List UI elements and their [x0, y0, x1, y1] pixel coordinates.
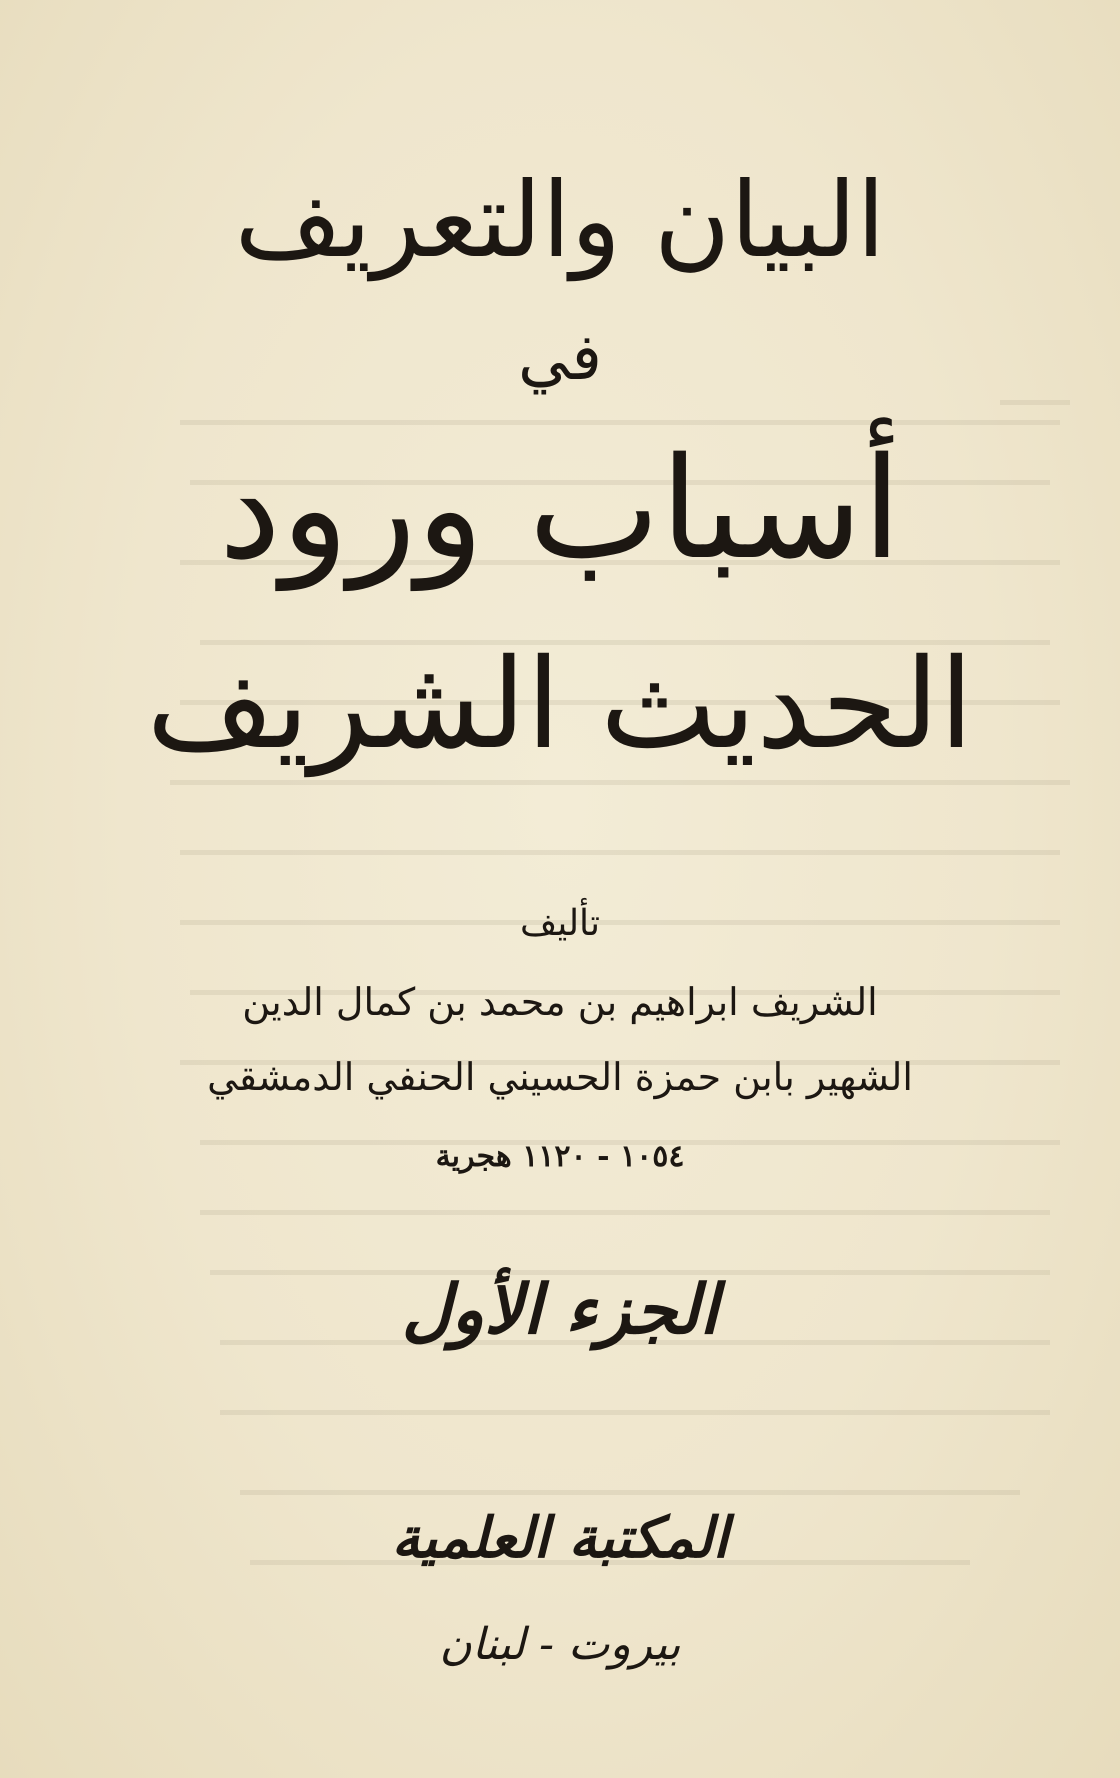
publisher-name: المكتبة العلمية: [391, 1505, 729, 1571]
book-title-line-1: البيان والتعريف: [234, 159, 886, 281]
author-name-line-1: الشريف ابراهيم بن محمد بن كمال الدين: [242, 980, 878, 1024]
book-title-line-3: الحديث الشريف: [146, 633, 974, 777]
publisher-location: بيروت - لبنان: [439, 1619, 681, 1670]
author-name-line-2: الشهير بابن حمزة الحسيني الحنفي الدمشقي: [207, 1055, 913, 1099]
author-dates: ١٠٥٤ - ١١٢٠ هجرية: [435, 1139, 685, 1174]
authorship-label: تأليف: [519, 903, 601, 944]
book-title-connector: في: [518, 321, 602, 395]
book-title-line-2: أسباب ورود: [218, 428, 902, 591]
volume-label: الجزء الأول: [401, 1270, 719, 1350]
